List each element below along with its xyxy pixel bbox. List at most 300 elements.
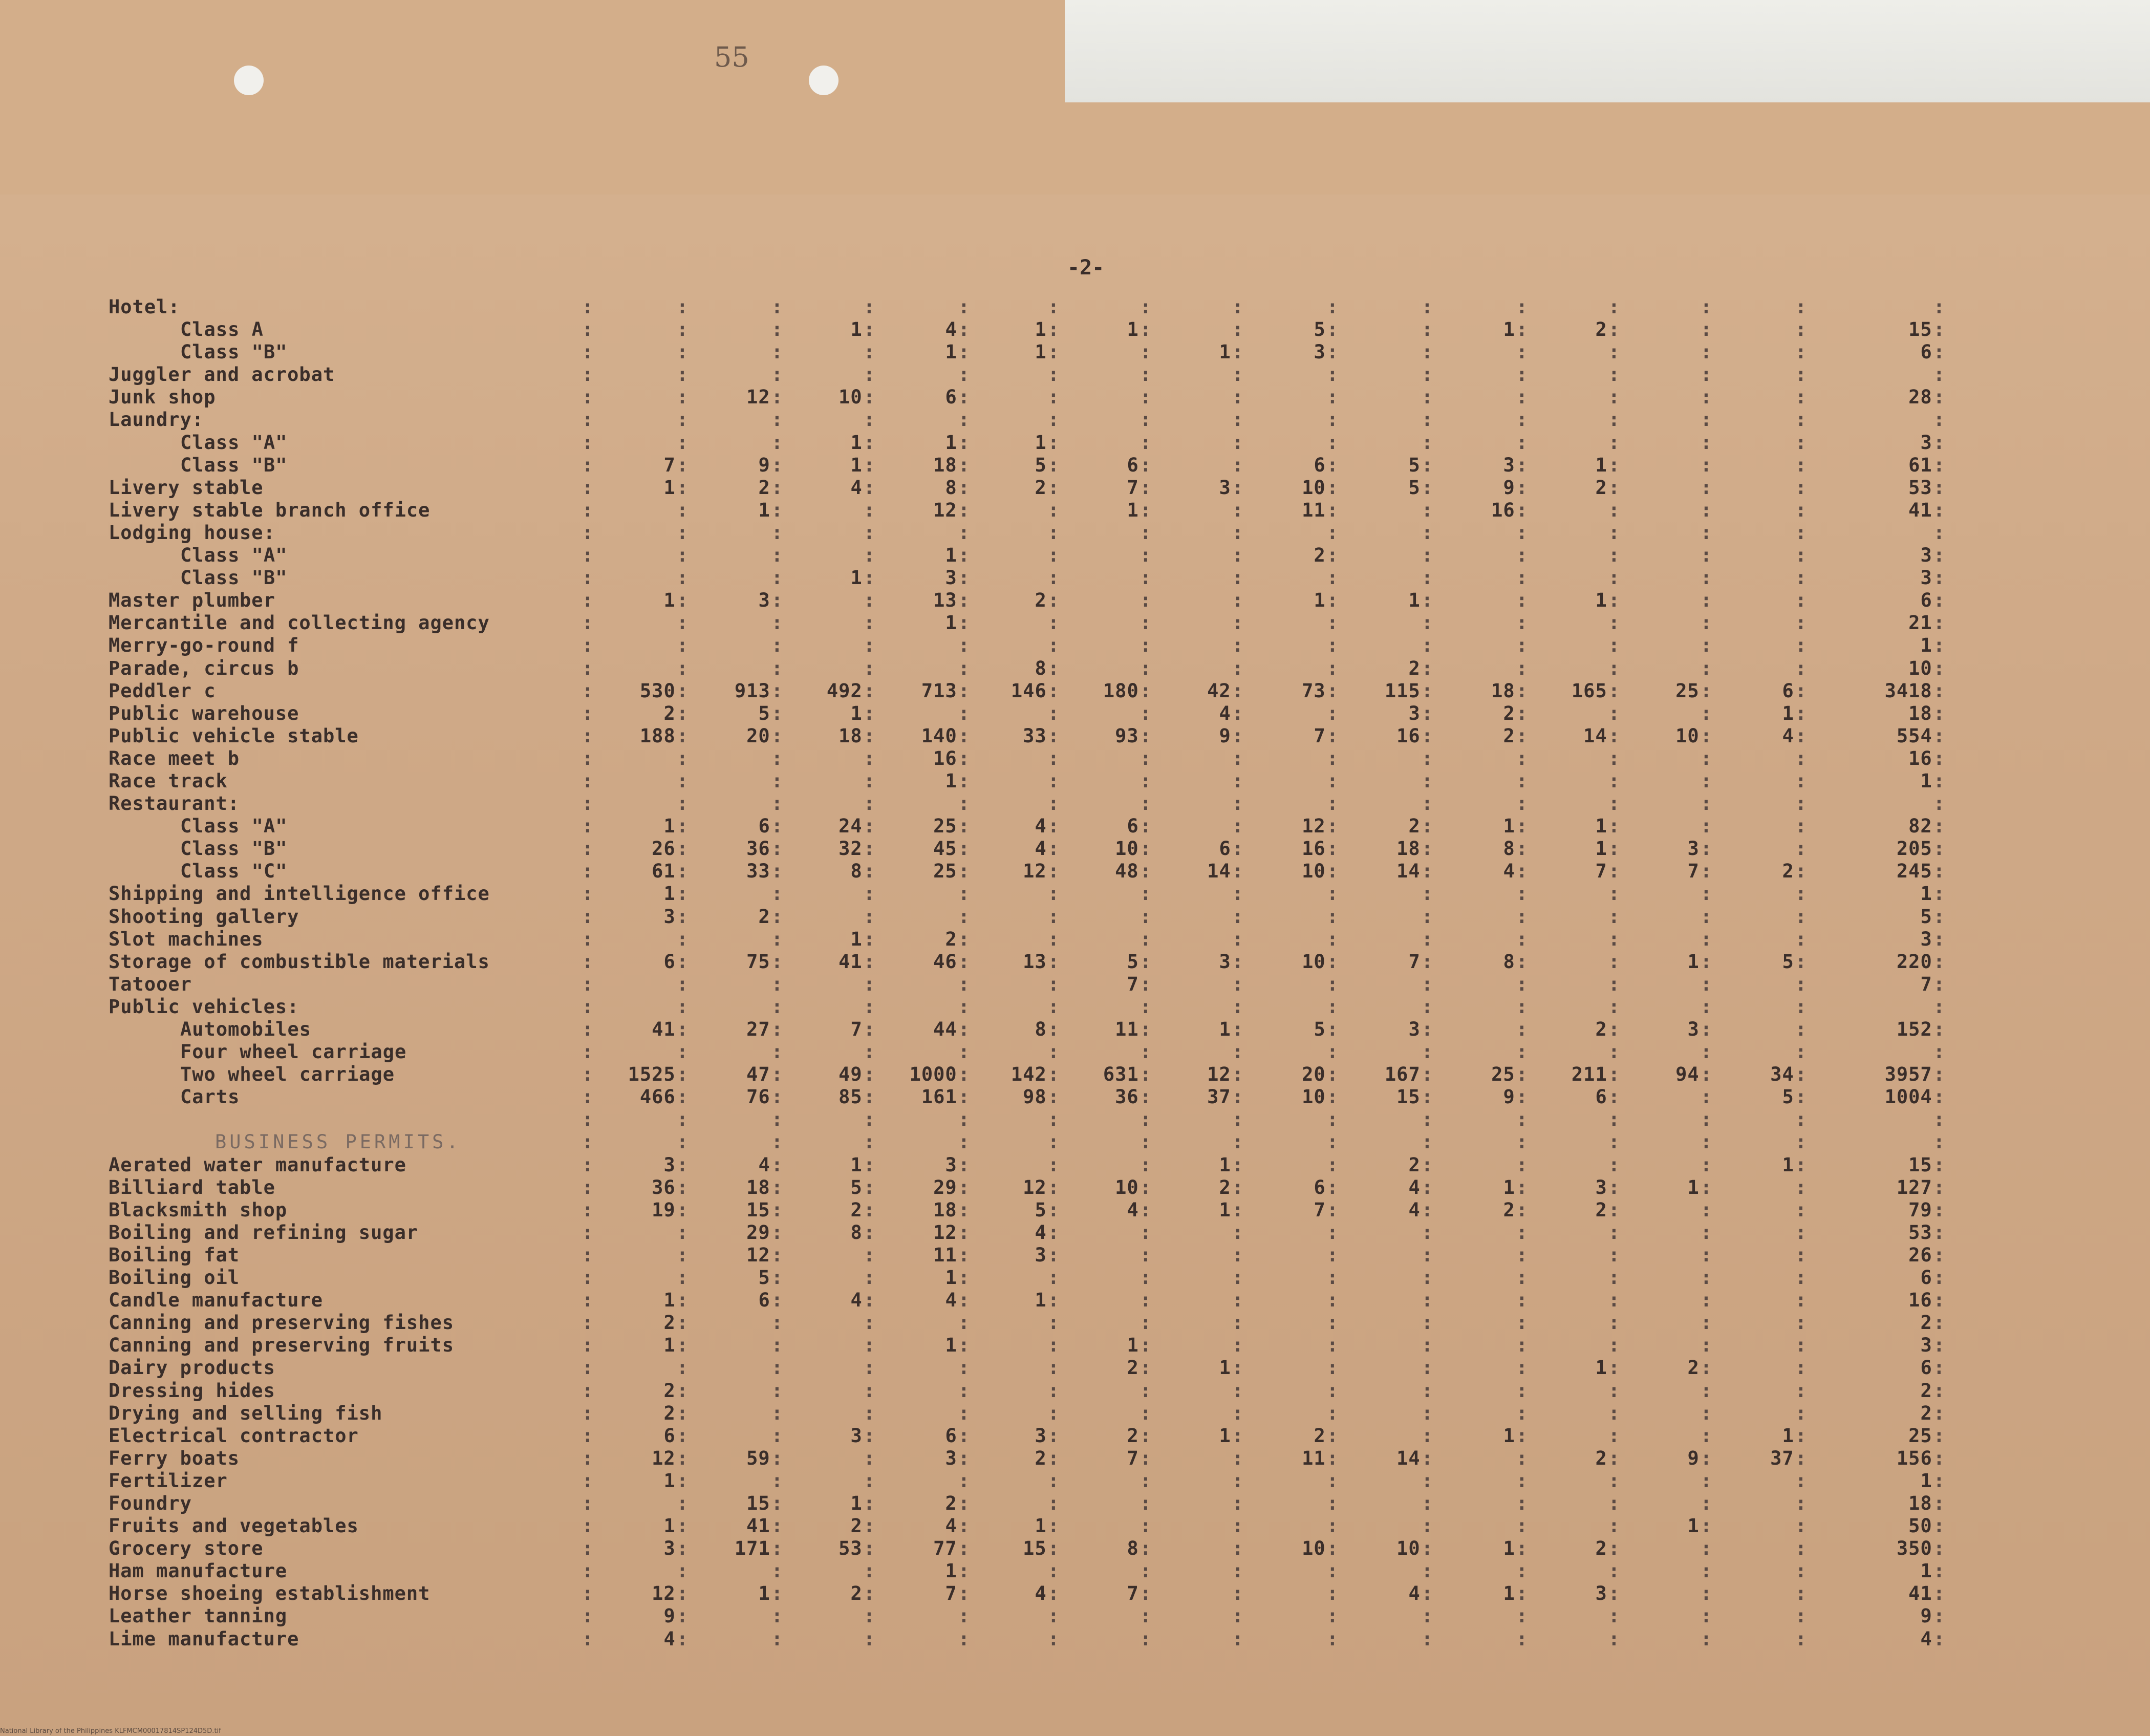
row-divider: : — [582, 1627, 594, 1650]
table-row — [0, 363, 2150, 386]
table-row — [0, 477, 2150, 499]
table-cell: : — [1795, 1041, 1807, 1063]
table-cell: 1: — [850, 1153, 875, 1176]
table-cell: 6: — [758, 815, 783, 838]
table-cell: : — [863, 1379, 875, 1402]
table-cell: : — [1326, 409, 1339, 431]
row-divider: : — [582, 838, 594, 860]
punch-hole-right — [809, 66, 838, 95]
table-cell: : — [1326, 1402, 1339, 1424]
table-cell: : — [1795, 657, 1807, 679]
table-cell: : — [1795, 1402, 1807, 1424]
table-row — [0, 883, 2150, 905]
table-row — [0, 1063, 2150, 1086]
table-cell: 85: — [838, 1086, 875, 1108]
table-cell: 8: — [1127, 1537, 1152, 1560]
table-cell: 11: — [1115, 1018, 1152, 1040]
table-cell: : — [771, 1312, 783, 1334]
table-cell: 32: — [838, 838, 875, 860]
row-divider: : — [582, 1447, 594, 1469]
table-cell: : — [1608, 747, 1620, 769]
table-cell: 34: — [1770, 1063, 1807, 1086]
table-cell: : — [676, 657, 689, 679]
table-cell: : — [863, 747, 875, 769]
table-cell: : — [1700, 318, 1712, 341]
table-cell: : — [1795, 386, 1807, 409]
table-cell: : — [1140, 995, 1152, 1018]
table-cell: : — [1516, 363, 1528, 386]
table-cell: : — [771, 1469, 783, 1492]
table-cell: : — [1516, 1492, 1528, 1514]
table-cell: : — [1326, 1515, 1339, 1537]
table-cell: : — [771, 431, 783, 454]
table-cell: 3: — [1408, 1018, 1433, 1040]
table-cell: : — [1232, 1244, 1244, 1266]
table-cell: 1000: — [909, 1063, 970, 1086]
table-cell: : — [1421, 1041, 1433, 1063]
table-row — [0, 634, 2150, 657]
table-row — [0, 1131, 2150, 1153]
table-cell: : — [1140, 792, 1152, 815]
table-cell: : — [676, 1560, 689, 1582]
row-divider: : — [582, 747, 594, 769]
table-cell: : — [676, 318, 689, 341]
table-cell: 7: — [850, 1018, 875, 1040]
table-cell: : — [1232, 883, 1244, 905]
table-cell: 41: — [838, 950, 875, 973]
table-row — [0, 1492, 2150, 1515]
table-cell: 4: — [1920, 1627, 1945, 1650]
table-cell: 2: — [850, 1198, 875, 1221]
row-label: Four wheel carriage — [180, 1041, 407, 1063]
table-cell: : — [1421, 544, 1433, 567]
row-label: Junk shop — [109, 386, 216, 409]
table-cell: : — [1700, 1108, 1712, 1131]
table-cell: : — [1140, 905, 1152, 928]
table-cell: : — [1047, 792, 1060, 815]
row-divider: : — [582, 1198, 594, 1221]
table-cell: 53: — [1908, 1221, 1945, 1244]
table-cell: : — [1516, 1447, 1528, 1469]
table-cell: 140: — [921, 724, 970, 747]
table-cell: : — [1232, 634, 1244, 657]
table-cell: 49: — [838, 1063, 875, 1086]
row-divider: : — [582, 995, 594, 1018]
table-cell: 6: — [1920, 589, 1945, 612]
table-cell: : — [1700, 1469, 1712, 1492]
table-cell: 26: — [1908, 1244, 1945, 1266]
table-cell: 50: — [1908, 1515, 1945, 1537]
table-cell: : — [1047, 544, 1060, 567]
table-cell: : — [1140, 363, 1152, 386]
table-cell: 8: — [945, 476, 970, 499]
row-label: Class "B" — [180, 838, 288, 860]
table-cell: : — [1421, 1312, 1433, 1334]
table-cell: 1: — [1503, 1582, 1528, 1605]
table-cell: : — [1608, 363, 1620, 386]
table-cell: : — [1047, 1402, 1060, 1424]
table-cell: : — [1516, 883, 1528, 905]
row-label: Class "B" — [180, 567, 288, 589]
table-cell: : — [1516, 1131, 1528, 1153]
table-cell: 1: — [850, 567, 875, 589]
row-divider: : — [582, 386, 594, 409]
table-cell: 7: — [1408, 950, 1433, 973]
table-cell: : — [1795, 995, 1807, 1018]
table-cell: : — [1232, 1537, 1244, 1560]
table-cell: : — [1421, 386, 1433, 409]
table-cell: : — [1232, 1560, 1244, 1582]
table-cell: 5: — [1035, 1198, 1060, 1221]
table-cell: : — [1421, 1515, 1433, 1537]
table-row — [0, 1515, 2150, 1537]
table-cell: 2: — [1035, 1447, 1060, 1469]
table-cell: 1: — [850, 702, 875, 724]
table-cell: : — [1232, 905, 1244, 928]
row-label: Blacksmith shop — [109, 1198, 288, 1221]
table-cell: : — [1421, 521, 1433, 544]
table-cell: 3: — [1219, 950, 1244, 973]
table-cell: 1: — [945, 612, 970, 634]
row-divider: : — [582, 1582, 594, 1605]
table-cell: 1525: — [628, 1063, 689, 1086]
table-cell: : — [1326, 431, 1339, 454]
table-cell: : — [1047, 973, 1060, 995]
table-cell: 3: — [663, 1537, 689, 1560]
table-cell: 2: — [1595, 318, 1620, 341]
table-cell: : — [1516, 431, 1528, 454]
table-cell: : — [1421, 1492, 1433, 1514]
table-cell: : — [771, 1108, 783, 1131]
table-cell: 530: — [639, 679, 689, 702]
row-label: Storage of combustible materials — [109, 950, 490, 973]
table-row — [0, 1018, 2150, 1041]
table-cell: 2: — [1314, 544, 1339, 567]
table-cell: : — [958, 1379, 970, 1402]
row-divider: : — [582, 1379, 594, 1402]
table-cell: : — [1140, 657, 1152, 679]
table-cell: 4: — [1035, 838, 1060, 860]
row-label: Peddler c — [109, 679, 216, 702]
table-cell: : — [1140, 612, 1152, 634]
table-cell: : — [1516, 1267, 1528, 1289]
table-cell: 53: — [838, 1537, 875, 1560]
table-cell: : — [1421, 363, 1433, 386]
table-cell: : — [958, 973, 970, 995]
row-divider: : — [582, 521, 594, 544]
table-cell: : — [1516, 1041, 1528, 1063]
table-cell: 24: — [838, 815, 875, 838]
table-cell: 10: — [1302, 1537, 1339, 1560]
table-cell: 2: — [850, 1582, 875, 1605]
table-cell: 1: — [1782, 1424, 1807, 1447]
table-cell: 36: — [1115, 1086, 1152, 1108]
table-cell: : — [863, 657, 875, 679]
table-cell: 93: — [1115, 724, 1152, 747]
table-cell: : — [958, 1108, 970, 1131]
row-divider: : — [582, 341, 594, 363]
table-cell: : — [1700, 1131, 1712, 1153]
table-cell: 5: — [758, 702, 783, 724]
table-cell: 146: — [1010, 679, 1060, 702]
row-divider: : — [582, 905, 594, 928]
table-cell: 7: — [1127, 973, 1152, 995]
row-divider: : — [582, 769, 594, 792]
table-cell: : — [863, 973, 875, 995]
row-label: Dairy products — [109, 1357, 275, 1379]
table-cell: 47: — [746, 1063, 783, 1086]
table-cell: : — [771, 1334, 783, 1357]
row-divider: : — [582, 792, 594, 815]
table-cell: 3: — [945, 1447, 970, 1469]
table-cell: : — [1700, 1244, 1712, 1266]
row-divider: : — [582, 1424, 594, 1447]
row-divider: : — [582, 657, 594, 679]
table-cell: 2: — [1595, 476, 1620, 499]
table-cell: : — [1047, 634, 1060, 657]
table-cell: : — [1326, 702, 1339, 724]
table-cell: : — [1326, 1041, 1339, 1063]
table-cell: : — [1700, 544, 1712, 567]
table-row — [0, 1357, 2150, 1379]
table-cell: : — [676, 1492, 689, 1514]
table-row — [0, 544, 2150, 567]
table-cell: : — [771, 409, 783, 431]
table-cell: : — [863, 1244, 875, 1266]
table-cell: 913: — [734, 679, 783, 702]
table-cell: : — [676, 995, 689, 1018]
table-cell: : — [1795, 1334, 1807, 1357]
table-row — [0, 1176, 2150, 1199]
table-cell: : — [1516, 1153, 1528, 1176]
table-cell: : — [1326, 1627, 1339, 1650]
table-cell: : — [1700, 589, 1712, 612]
table-cell: : — [1232, 973, 1244, 995]
row-label: Electrical contractor — [109, 1424, 359, 1447]
table-row — [0, 1267, 2150, 1289]
table-cell: : — [1608, 1108, 1620, 1131]
row-divider: : — [582, 612, 594, 634]
table-cell: : — [1140, 1289, 1152, 1312]
table-cell: : — [1047, 1312, 1060, 1334]
table-cell: : — [958, 657, 970, 679]
table-cell: : — [1608, 905, 1620, 928]
table-cell: : — [1795, 1560, 1807, 1582]
table-cell: : — [1326, 1334, 1339, 1357]
table-cell: : — [771, 792, 783, 815]
table-cell: 1: — [1503, 815, 1528, 838]
table-cell: : — [1608, 499, 1620, 521]
table-cell: 18: — [1491, 679, 1528, 702]
table-cell: 3: — [850, 1424, 875, 1447]
row-label: Canning and preserving fishes — [109, 1312, 455, 1334]
table-cell: 9: — [758, 454, 783, 476]
table-cell: 1: — [1408, 589, 1433, 612]
table-cell: : — [1421, 747, 1433, 769]
table-cell: : — [1421, 1357, 1433, 1379]
table-cell: 6: — [1782, 679, 1807, 702]
row-label: Master plumber — [109, 589, 275, 612]
table-cell: 1: — [1219, 1018, 1244, 1040]
row-label: Boiling and refining sugar — [109, 1221, 419, 1244]
table-cell: 25: — [1675, 679, 1712, 702]
table-cell: 3: — [663, 1153, 689, 1176]
row-divider: : — [582, 702, 594, 724]
row-divider: : — [582, 1153, 594, 1176]
table-cell: : — [1608, 544, 1620, 567]
table-cell: 29: — [933, 1176, 970, 1198]
table-cell: : — [771, 995, 783, 1018]
table-cell: : — [1326, 1582, 1339, 1605]
table-cell: 1: — [663, 1515, 689, 1537]
table-cell: 1: — [1687, 1176, 1712, 1198]
table-cell: : — [863, 544, 875, 567]
table-cell: : — [1933, 409, 1945, 431]
table-cell: : — [1700, 1492, 1712, 1514]
row-divider: : — [582, 1063, 594, 1086]
table-cell: 2: — [1920, 1379, 1945, 1402]
row-label: Livery stable branch office — [109, 499, 431, 521]
table-cell: : — [1516, 1221, 1528, 1244]
table-cell: 4: — [1219, 702, 1244, 724]
table-row — [0, 409, 2150, 431]
table-cell: 1: — [1127, 1334, 1152, 1357]
table-cell: 15: — [1908, 318, 1945, 341]
table-cell: 18: — [933, 454, 970, 476]
table-cell: : — [676, 341, 689, 363]
table-cell: : — [1232, 928, 1244, 950]
table-cell: : — [1516, 386, 1528, 409]
table-cell: : — [1047, 995, 1060, 1018]
table-cell: : — [1700, 657, 1712, 679]
row-divider: : — [582, 1560, 594, 1582]
table-cell: 1: — [1219, 1153, 1244, 1176]
row-divider: : — [582, 1041, 594, 1063]
table-cell: : — [1047, 409, 1060, 431]
row-divider: : — [582, 950, 594, 973]
table-cell: 1: — [663, 883, 689, 905]
table-cell: 6: — [758, 1289, 783, 1312]
table-cell: : — [1326, 657, 1339, 679]
table-cell: 142: — [1010, 1063, 1060, 1086]
table-cell: 10: — [1908, 657, 1945, 679]
row-label: Dressing hides — [109, 1379, 275, 1402]
table-cell: 4: — [1035, 1221, 1060, 1244]
table-cell: : — [1047, 1605, 1060, 1627]
table-cell: 15: — [746, 1198, 783, 1221]
table-cell: : — [676, 363, 689, 386]
table-cell: : — [1232, 1379, 1244, 1402]
table-cell: 48: — [1115, 860, 1152, 883]
table-cell: 2: — [1408, 815, 1433, 838]
table-cell: : — [1140, 1492, 1152, 1514]
table-cell: : — [1232, 521, 1244, 544]
row-label: Race track — [109, 769, 228, 792]
table-cell: : — [1047, 905, 1060, 928]
table-cell: 1: — [1920, 634, 1945, 657]
table-cell: : — [1232, 296, 1244, 318]
table-cell: 15: — [1908, 1153, 1945, 1176]
row-divider: : — [582, 973, 594, 995]
table-cell: : — [1421, 318, 1433, 341]
table-cell: : — [1232, 1267, 1244, 1289]
table-cell: : — [1608, 296, 1620, 318]
table-cell: : — [1232, 1627, 1244, 1650]
table-cell: : — [1232, 499, 1244, 521]
table-cell: 2: — [1035, 476, 1060, 499]
table-cell: 8: — [1035, 1018, 1060, 1040]
table-cell: : — [1047, 702, 1060, 724]
table-cell: : — [1047, 1560, 1060, 1582]
table-cell: : — [1516, 905, 1528, 928]
table-cell: : — [1795, 928, 1807, 950]
table-cell: : — [1700, 363, 1712, 386]
table-cell: 1: — [1127, 318, 1152, 341]
table-cell: : — [1700, 1379, 1712, 1402]
table-cell: : — [1047, 363, 1060, 386]
table-cell: : — [1700, 386, 1712, 409]
table-cell: 1: — [1782, 702, 1807, 724]
table-cell: : — [1700, 1289, 1712, 1312]
table-cell: 1: — [1782, 1153, 1807, 1176]
table-cell: : — [1326, 995, 1339, 1018]
table-cell: 41: — [1908, 1582, 1945, 1605]
table-cell: 12: — [746, 1244, 783, 1266]
table-cell: : — [771, 521, 783, 544]
table-cell: : — [1516, 544, 1528, 567]
table-cell: : — [1232, 1469, 1244, 1492]
row-label: Livery stable — [109, 476, 264, 499]
table-cell: : — [1140, 1244, 1152, 1266]
table-cell: 211: — [1571, 1063, 1620, 1086]
table-cell: 18: — [838, 724, 875, 747]
table-cell: : — [1608, 567, 1620, 589]
table-cell: 41: — [1908, 499, 1945, 521]
table-cell: 1: — [945, 1334, 970, 1357]
table-cell: 2: — [1782, 860, 1807, 883]
table-cell: : — [1516, 769, 1528, 792]
table-cell: : — [1795, 1582, 1807, 1605]
table-cell: : — [1933, 1131, 1945, 1153]
table-cell: : — [1232, 1312, 1244, 1334]
row-divider: : — [582, 883, 594, 905]
table-cell: 3: — [1503, 454, 1528, 476]
table-cell: : — [1700, 1402, 1712, 1424]
table-cell: : — [1421, 567, 1433, 589]
table-cell: 6: — [1127, 815, 1152, 838]
table-cell: : — [1326, 1312, 1339, 1334]
row-label: Shooting gallery — [109, 905, 299, 928]
table-cell: 1: — [1687, 1515, 1712, 1537]
table-cell: : — [1700, 883, 1712, 905]
row-divider: : — [582, 1289, 594, 1312]
table-cell: : — [676, 792, 689, 815]
row-divider: : — [582, 1334, 594, 1357]
table-cell: : — [1140, 386, 1152, 409]
table-cell: 9: — [663, 1605, 689, 1627]
table-cell: 2: — [945, 1492, 970, 1514]
table-cell: 3: — [945, 1153, 970, 1176]
row-divider: : — [582, 1605, 594, 1627]
table-row — [0, 1605, 2150, 1627]
table-cell: : — [1421, 1131, 1433, 1153]
table-cell: 10: — [1302, 1086, 1339, 1108]
table-cell: : — [1795, 747, 1807, 769]
row-divider: : — [582, 454, 594, 476]
table-row — [0, 951, 2150, 973]
table-cell: : — [1326, 928, 1339, 950]
row-divider: : — [582, 476, 594, 499]
